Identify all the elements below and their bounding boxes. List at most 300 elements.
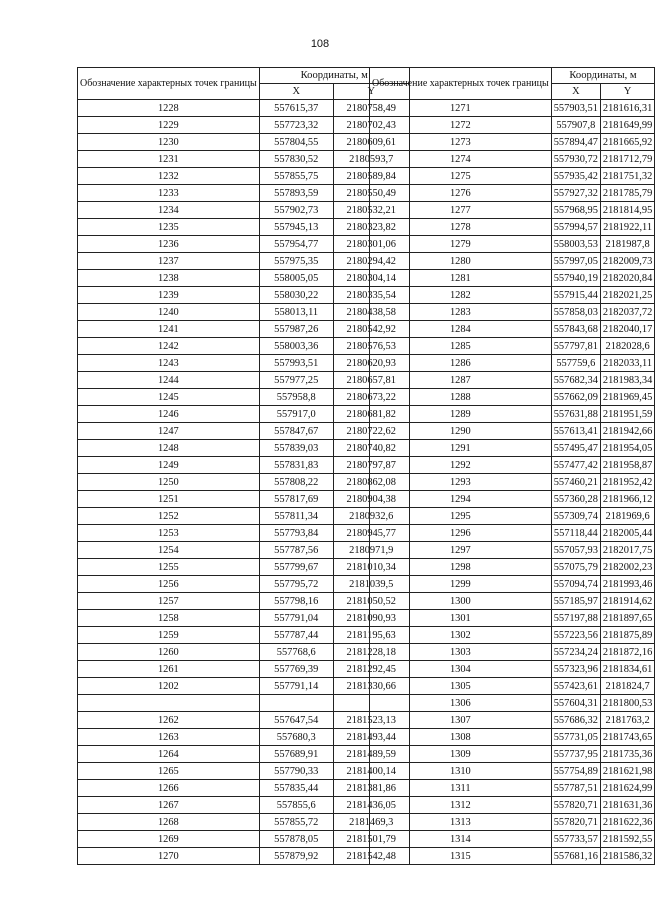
x-coordinate-cell: 557847,67 [259,423,333,440]
x-coordinate-cell: 557185,97 [551,593,600,610]
y-coordinate-cell: 2181922,11 [600,219,654,236]
table-row [78,831,410,848]
point-number-cell: 1293 [370,474,552,491]
point-number-cell: 1298 [370,559,552,576]
table-row [78,185,410,202]
y-coordinate-cell: 2182002,23 [600,559,654,576]
table-row [370,474,655,491]
table-row [78,712,410,729]
header-y: Y [333,84,409,100]
x-coordinate-cell: 557930,72 [551,151,600,168]
y-coordinate-cell: 2181621,98 [600,763,654,780]
y-coordinate-cell: 2180304,14 [333,270,409,287]
point-number-cell: 1272 [370,117,552,134]
x-coordinate-cell: 557820,71 [551,814,600,831]
point-number-cell: 1283 [370,304,552,321]
table-row [78,355,410,372]
table-row [78,151,410,168]
y-coordinate-cell: 2180797,87 [333,457,409,474]
table-row [370,712,655,729]
y-coordinate-cell: 2182021,25 [600,287,654,304]
table-row [370,559,655,576]
table-row [370,525,655,542]
x-coordinate-cell: 557993,51 [259,355,333,372]
point-number-cell: 1246 [78,406,260,423]
point-number-cell: 1237 [78,253,260,270]
table-body-right [370,100,655,865]
x-coordinate-cell: 557798,16 [259,593,333,610]
table-row [370,117,655,134]
y-coordinate-cell: 2180945,77 [333,525,409,542]
coordinates-table-left [77,67,410,865]
point-number-cell: 1295 [370,508,552,525]
point-number-cell: 1245 [78,389,260,406]
table-row [78,780,410,797]
point-number-cell: 1281 [370,270,552,287]
point-number-cell: 1303 [370,644,552,661]
x-coordinate-cell: 557797,81 [551,338,600,355]
point-number-cell: 1230 [78,134,260,151]
header-y: Y [600,84,654,100]
x-coordinate-cell: 557793,84 [259,525,333,542]
table-row [78,593,410,610]
table-row [78,304,410,321]
point-number-cell: 1259 [78,627,260,644]
x-coordinate-cell [259,695,333,712]
x-coordinate-cell: 557808,22 [259,474,333,491]
x-coordinate-cell: 557878,05 [259,831,333,848]
y-coordinate-cell: 2181987,8 [600,236,654,253]
point-number-cell: 1285 [370,338,552,355]
point-number-cell: 1268 [78,814,260,831]
point-number-cell: 1267 [78,797,260,814]
y-coordinate-cell: 2181228,18 [333,644,409,661]
y-coordinate-cell: 2181875,89 [600,627,654,644]
point-number-cell: 1280 [370,253,552,270]
point-number-cell: 1239 [78,287,260,304]
y-coordinate-cell: 2181542,48 [333,848,409,865]
table-row [370,678,655,695]
y-coordinate-cell: 2181958,87 [600,457,654,474]
table-row [370,831,655,848]
point-number-cell: 1296 [370,525,552,542]
point-number-cell: 1311 [370,780,552,797]
y-coordinate-cell: 2181624,99 [600,780,654,797]
point-number-cell: 1255 [78,559,260,576]
point-number-cell: 1238 [78,270,260,287]
point-number-cell: 1278 [370,219,552,236]
point-number-cell: 1235 [78,219,260,236]
x-coordinate-cell: 557791,14 [259,678,333,695]
point-number-cell: 1301 [370,610,552,627]
table-row [78,729,410,746]
x-coordinate-cell: 557811,34 [259,508,333,525]
table-row [370,219,655,236]
table-row [370,423,655,440]
x-coordinate-cell: 557737,95 [551,746,600,763]
x-coordinate-cell: 557631,88 [551,406,600,423]
table-row [370,542,655,559]
point-number-cell: 1273 [370,134,552,151]
table-row [370,100,655,117]
header-point-label: Обозначение характерных точек границы [370,68,552,100]
point-number-cell: 1266 [78,780,260,797]
table-row [370,746,655,763]
table-row [78,542,410,559]
table-row [78,321,410,338]
x-coordinate-cell: 557681,16 [551,848,600,865]
y-coordinate-cell: 2181050,52 [333,593,409,610]
y-coordinate-cell: 2181952,42 [600,474,654,491]
x-coordinate-cell: 557234,24 [551,644,600,661]
table-row [78,525,410,542]
table-row [78,338,410,355]
table-row [370,355,655,372]
point-number-cell: 1291 [370,440,552,457]
table-row [78,644,410,661]
y-coordinate-cell: 2181436,05 [333,797,409,814]
point-number-cell: 1270 [78,848,260,865]
point-number-cell: 1271 [370,100,552,117]
table-row [370,729,655,746]
x-coordinate-cell: 557987,26 [259,321,333,338]
x-coordinate-cell: 557935,42 [551,168,600,185]
y-coordinate-cell: 2181622,36 [600,814,654,831]
y-coordinate-cell: 2181983,34 [600,372,654,389]
y-coordinate-cell: 2181969,45 [600,389,654,406]
table-row [370,202,655,219]
point-number-cell: 1263 [78,729,260,746]
table-row [370,797,655,814]
point-number-cell: 1284 [370,321,552,338]
table-row [370,440,655,457]
table-row [78,100,410,117]
y-coordinate-cell: 2181493,44 [333,729,409,746]
x-coordinate-cell: 557769,39 [259,661,333,678]
x-coordinate-cell: 557662,09 [551,389,600,406]
x-coordinate-cell: 557460,21 [551,474,600,491]
table-row [78,287,410,304]
y-coordinate-cell: 2181712,79 [600,151,654,168]
y-coordinate-cell: 2182005,44 [600,525,654,542]
table-row [370,253,655,270]
point-number-cell: 1277 [370,202,552,219]
x-coordinate-cell: 557787,44 [259,627,333,644]
y-coordinate-cell: 2182033,11 [600,355,654,372]
point-number-cell: 1289 [370,406,552,423]
x-coordinate-cell: 557057,93 [551,542,600,559]
y-coordinate-cell: 2180438,58 [333,304,409,321]
x-coordinate-cell: 557686,32 [551,712,600,729]
y-coordinate-cell: 2180542,92 [333,321,409,338]
point-number-cell: 1247 [78,423,260,440]
x-coordinate-cell: 558013,11 [259,304,333,321]
point-number-cell: 1275 [370,168,552,185]
y-coordinate-cell: 2181010,34 [333,559,409,576]
point-number-cell: 1297 [370,542,552,559]
table-row [370,780,655,797]
point-number-cell: 1308 [370,729,552,746]
point-number-cell: 1310 [370,763,552,780]
x-coordinate-cell: 557820,71 [551,797,600,814]
y-coordinate-cell: 2181951,59 [600,406,654,423]
y-coordinate-cell: 2181292,45 [333,661,409,678]
point-number-cell: 1307 [370,712,552,729]
table-row [370,236,655,253]
y-coordinate-cell: 2181631,36 [600,797,654,814]
y-coordinate-cell: 2180550,49 [333,185,409,202]
y-coordinate-cell: 2181649,99 [600,117,654,134]
x-coordinate-cell: 557817,69 [259,491,333,508]
table-row [78,661,410,678]
table-row [370,644,655,661]
table-row [370,763,655,780]
point-number-cell: 1242 [78,338,260,355]
x-coordinate-cell: 557994,57 [551,219,600,236]
x-coordinate-cell: 557940,19 [551,270,600,287]
point-number-cell: 1288 [370,389,552,406]
y-coordinate-cell: 2181993,46 [600,576,654,593]
y-coordinate-cell: 2181872,16 [600,644,654,661]
point-number-cell: 1256 [78,576,260,593]
table-row [78,117,410,134]
y-coordinate-cell: 2181954,05 [600,440,654,457]
table-row [78,236,410,253]
point-number-cell: 1314 [370,831,552,848]
x-coordinate-cell: 557927,32 [551,185,600,202]
y-coordinate-cell: 2181665,92 [600,134,654,151]
x-coordinate-cell: 558030,22 [259,287,333,304]
y-coordinate-cell: 2180593,7 [333,151,409,168]
point-number-cell: 1232 [78,168,260,185]
x-coordinate-cell: 557787,51 [551,780,600,797]
point-number-cell: 1257 [78,593,260,610]
header-coordinates: Координаты, м [551,68,655,84]
point-number-cell: 1265 [78,763,260,780]
y-coordinate-cell: 2181489,59 [333,746,409,763]
y-coordinate-cell: 2180673,22 [333,389,409,406]
x-coordinate-cell: 557754,89 [551,763,600,780]
x-coordinate-cell: 557731,05 [551,729,600,746]
y-coordinate-cell: 2181090,93 [333,610,409,627]
y-coordinate-cell: 2182017,75 [600,542,654,559]
point-number-cell: 1248 [78,440,260,457]
table-row [370,372,655,389]
point-number-cell: 1313 [370,814,552,831]
x-coordinate-cell: 557893,59 [259,185,333,202]
x-coordinate-cell: 557839,03 [259,440,333,457]
y-coordinate-cell: 2181400,14 [333,763,409,780]
table-row [370,270,655,287]
y-coordinate-cell: 2181469,3 [333,814,409,831]
y-coordinate-cell: 2181969,6 [600,508,654,525]
table-row [78,610,410,627]
table-row [78,576,410,593]
x-coordinate-cell: 558003,53 [551,236,600,253]
table-row [78,627,410,644]
x-coordinate-cell: 557997,05 [551,253,600,270]
table-row [370,321,655,338]
point-number-cell: 1202 [78,678,260,695]
y-coordinate-cell: 2182009,73 [600,253,654,270]
x-coordinate-cell: 557323,96 [551,661,600,678]
x-coordinate-cell: 557799,67 [259,559,333,576]
point-number-cell [78,695,260,712]
table-row [370,134,655,151]
y-coordinate-cell: 2180589,84 [333,168,409,185]
y-coordinate-cell: 2180971,9 [333,542,409,559]
point-number-cell: 1240 [78,304,260,321]
x-coordinate-cell: 557879,92 [259,848,333,865]
table-row [370,287,655,304]
x-coordinate-cell: 557689,91 [259,746,333,763]
y-coordinate-cell: 2181942,66 [600,423,654,440]
header-point-label: Обозначение характерных точек границы [78,68,260,100]
y-coordinate-cell: 2182028,6 [600,338,654,355]
y-coordinate-cell: 2181785,79 [600,185,654,202]
y-coordinate-cell: 2181381,86 [333,780,409,797]
y-coordinate-cell: 2180862,08 [333,474,409,491]
point-number-cell: 1243 [78,355,260,372]
point-number-cell: 1231 [78,151,260,168]
y-coordinate-cell: 2180335,54 [333,287,409,304]
table-row [370,389,655,406]
y-coordinate-cell: 2181501,79 [333,831,409,848]
point-number-cell: 1274 [370,151,552,168]
header-coordinates: Координаты, м [259,68,409,84]
point-number-cell: 1286 [370,355,552,372]
y-coordinate-cell: 2181743,65 [600,729,654,746]
y-coordinate-cell: 2180532,21 [333,202,409,219]
x-coordinate-cell: 557795,72 [259,576,333,593]
x-coordinate-cell: 557830,52 [259,151,333,168]
table-row [78,406,410,423]
y-coordinate-cell: 2180576,53 [333,338,409,355]
table-row [370,185,655,202]
x-coordinate-cell: 557477,42 [551,457,600,474]
x-coordinate-cell: 557903,51 [551,100,600,117]
table-row [370,304,655,321]
x-coordinate-cell: 557804,55 [259,134,333,151]
x-coordinate-cell: 557945,13 [259,219,333,236]
table-row [370,627,655,644]
x-coordinate-cell: 557495,47 [551,440,600,457]
y-coordinate-cell: 2181523,13 [333,712,409,729]
table-row [78,848,410,865]
y-coordinate-cell: 2180904,38 [333,491,409,508]
x-coordinate-cell: 557977,25 [259,372,333,389]
table-row [78,202,410,219]
y-coordinate-cell: 2181800,53 [600,695,654,712]
table-row [78,389,410,406]
x-coordinate-cell: 557360,28 [551,491,600,508]
x-coordinate-cell: 558005,05 [259,270,333,287]
point-number-cell: 1228 [78,100,260,117]
point-number-cell: 1282 [370,287,552,304]
table-row [78,797,410,814]
y-coordinate-cell: 2180620,93 [333,355,409,372]
y-coordinate-cell: 2181592,55 [600,831,654,848]
point-number-cell: 1229 [78,117,260,134]
y-coordinate-cell: 2181814,95 [600,202,654,219]
table-row [78,457,410,474]
x-coordinate-cell: 557858,03 [551,304,600,321]
x-coordinate-cell: 557958,8 [259,389,333,406]
point-number-cell: 1269 [78,831,260,848]
point-number-cell: 1304 [370,661,552,678]
x-coordinate-cell: 557680,3 [259,729,333,746]
point-number-cell: 1262 [78,712,260,729]
point-number-cell: 1299 [370,576,552,593]
y-coordinate-cell: 2180722,62 [333,423,409,440]
point-number-cell: 1287 [370,372,552,389]
x-coordinate-cell: 557855,6 [259,797,333,814]
point-number-cell: 1251 [78,491,260,508]
x-coordinate-cell: 557791,04 [259,610,333,627]
x-coordinate-cell: 557733,57 [551,831,600,848]
y-coordinate-cell: 2181330,66 [333,678,409,695]
x-coordinate-cell: 557309,74 [551,508,600,525]
table-row [370,508,655,525]
y-coordinate-cell: 2180681,82 [333,406,409,423]
x-coordinate-cell: 557118,44 [551,525,600,542]
table-row [370,848,655,865]
point-number-cell: 1276 [370,185,552,202]
x-coordinate-cell: 557787,56 [259,542,333,559]
y-coordinate-cell: 2181751,32 [600,168,654,185]
table-row [78,678,410,695]
point-number-cell: 1292 [370,457,552,474]
point-number-cell: 1279 [370,236,552,253]
y-coordinate-cell: 2180301,06 [333,236,409,253]
point-number-cell: 1260 [78,644,260,661]
coordinates-table-right [369,67,655,865]
y-coordinate-cell: 2180740,82 [333,440,409,457]
table-row [370,168,655,185]
x-coordinate-cell: 558003,36 [259,338,333,355]
y-coordinate-cell: 2181966,12 [600,491,654,508]
y-coordinate-cell: 2180294,42 [333,253,409,270]
y-coordinate-cell: 2182020,84 [600,270,654,287]
table-row [78,253,410,270]
table-row [370,491,655,508]
point-number-cell: 1254 [78,542,260,559]
table-row [78,491,410,508]
table-row [78,219,410,236]
point-number-cell: 1244 [78,372,260,389]
x-coordinate-cell: 557613,41 [551,423,600,440]
y-coordinate-cell: 2181897,65 [600,610,654,627]
y-coordinate-cell: 2181616,31 [600,100,654,117]
point-number-cell: 1306 [370,695,552,712]
x-coordinate-cell: 557975,35 [259,253,333,270]
point-number-cell: 1258 [78,610,260,627]
y-coordinate-cell: 2180932,6 [333,508,409,525]
table-row [78,270,410,287]
y-coordinate-cell: 2181586,32 [600,848,654,865]
x-coordinate-cell: 557075,79 [551,559,600,576]
x-coordinate-cell: 557647,54 [259,712,333,729]
table-body-left [78,100,410,865]
header-x: X [551,84,600,100]
y-coordinate-cell: 2181195,63 [333,627,409,644]
table-row [78,372,410,389]
x-coordinate-cell: 557723,32 [259,117,333,134]
point-number-cell: 1234 [78,202,260,219]
table-row [370,695,655,712]
x-coordinate-cell: 557682,34 [551,372,600,389]
point-number-cell: 1261 [78,661,260,678]
